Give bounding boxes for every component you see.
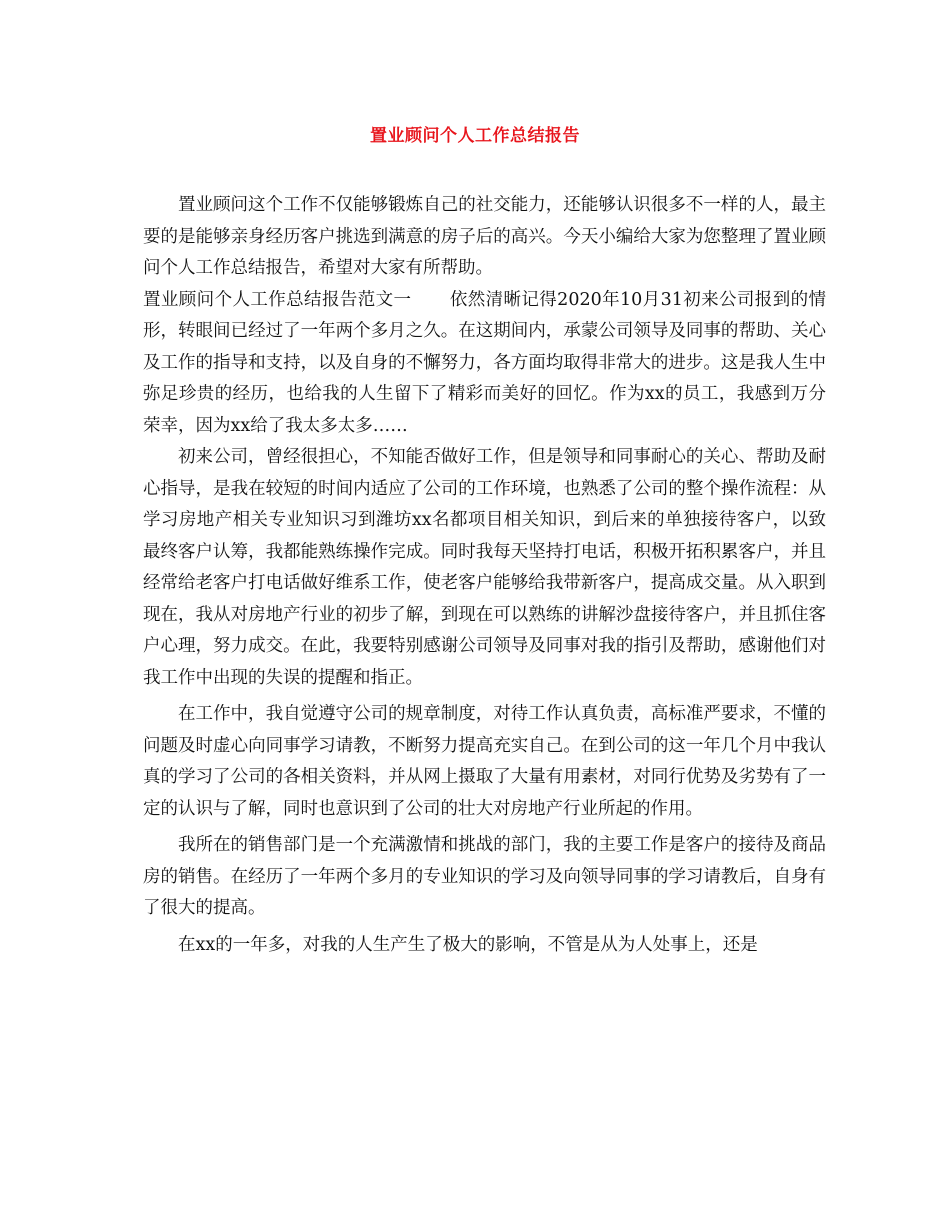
section-paragraph-1 bbox=[143, 285, 826, 443]
section-paragraph-2: 初来公司，曾经很担心，不知能否做好工作，但是领导和同事耐心的关心、帮助及耐心指导，是我在较短的时间内适应了公司的工作环境，也熟悉了公司的整个操作流程：从学习房地产相关专业知识习到潍坊xx名都项目相关知识，到后来的单独接待客户，以致最终客户认筹，我都能熟练操作完成。同时我每天坚持打电话，积极开拓积累客户，并且经常给老客户打电话做好维系工作，使老客户能够给我带新客户，提高成交量。从入职到现在，我从对房地产行业的初步了解，到现在可以熟练的讲解沙盘接待客户，并且抓住客户心理，努力成交。在此，我要特别感谢公司领导及同事对我的指引及帮助，感谢他们对我工作中出现的失误的提醒和指正。 bbox=[143, 447, 826, 688]
section-paragraph-1-text: 依然清晰记得2020年10月31初来公司报到的情形，转眼间已经过了一年两个多月之久。在这期间内，承蒙公司领导及同事的帮助、关心及工作的指导和支持，以及自身的不懈努力，各方面均取得非常大的进步。这是我人生中弥足珍贵的经历，也给我的人生留下了精彩而美好的回忆。作为xx的员工，我感到万分荣幸，因为xx给了我太多太多…… bbox=[143, 289, 826, 436]
document-body bbox=[143, 190, 826, 961]
document-title: 置业顾问个人工作总结报告 bbox=[370, 126, 580, 146]
section-paragraph-5: 在xx的一年多，对我的人生产生了极大的影响，不管是从为人处事上，还是 bbox=[178, 934, 758, 955]
section-heading: 置业顾问个人工作总结报告范文一 bbox=[143, 289, 412, 310]
section-paragraph-4: 我所在的销售部门是一个充满激情和挑战的部门，我的主要工作是客户的接待及商品房的销售。在经历了一年两个多月的专业知识的学习及向领导同事的学习请教后，自身有了很大的提高。 bbox=[143, 835, 826, 918]
intro-paragraph: 置业顾问这个工作不仅能够锻炼自己的社交能力，还能够认识很多不一样的人，最主要的是能够亲身经历客户挑选到满意的房子后的高兴。今天小编给大家为您整理了置业顾问个人工作总结报告，希望对大家有所帮助。 bbox=[143, 195, 826, 278]
section-paragraph-3: 在工作中，我自觉遵守公司的规章制度，对待工作认真负责，高标准严要求，不懂的问题及时虚心向同事学习请教，不断努力提高充实自己。在到公司的这一年几个月中我认真的学习了公司的各相关资料，并从网上摄取了大量有用素材，对同行优势及劣势有了一定的认识与了解，同时也意识到了公司的壮大对房地产行业所起的作用。 bbox=[143, 704, 826, 819]
